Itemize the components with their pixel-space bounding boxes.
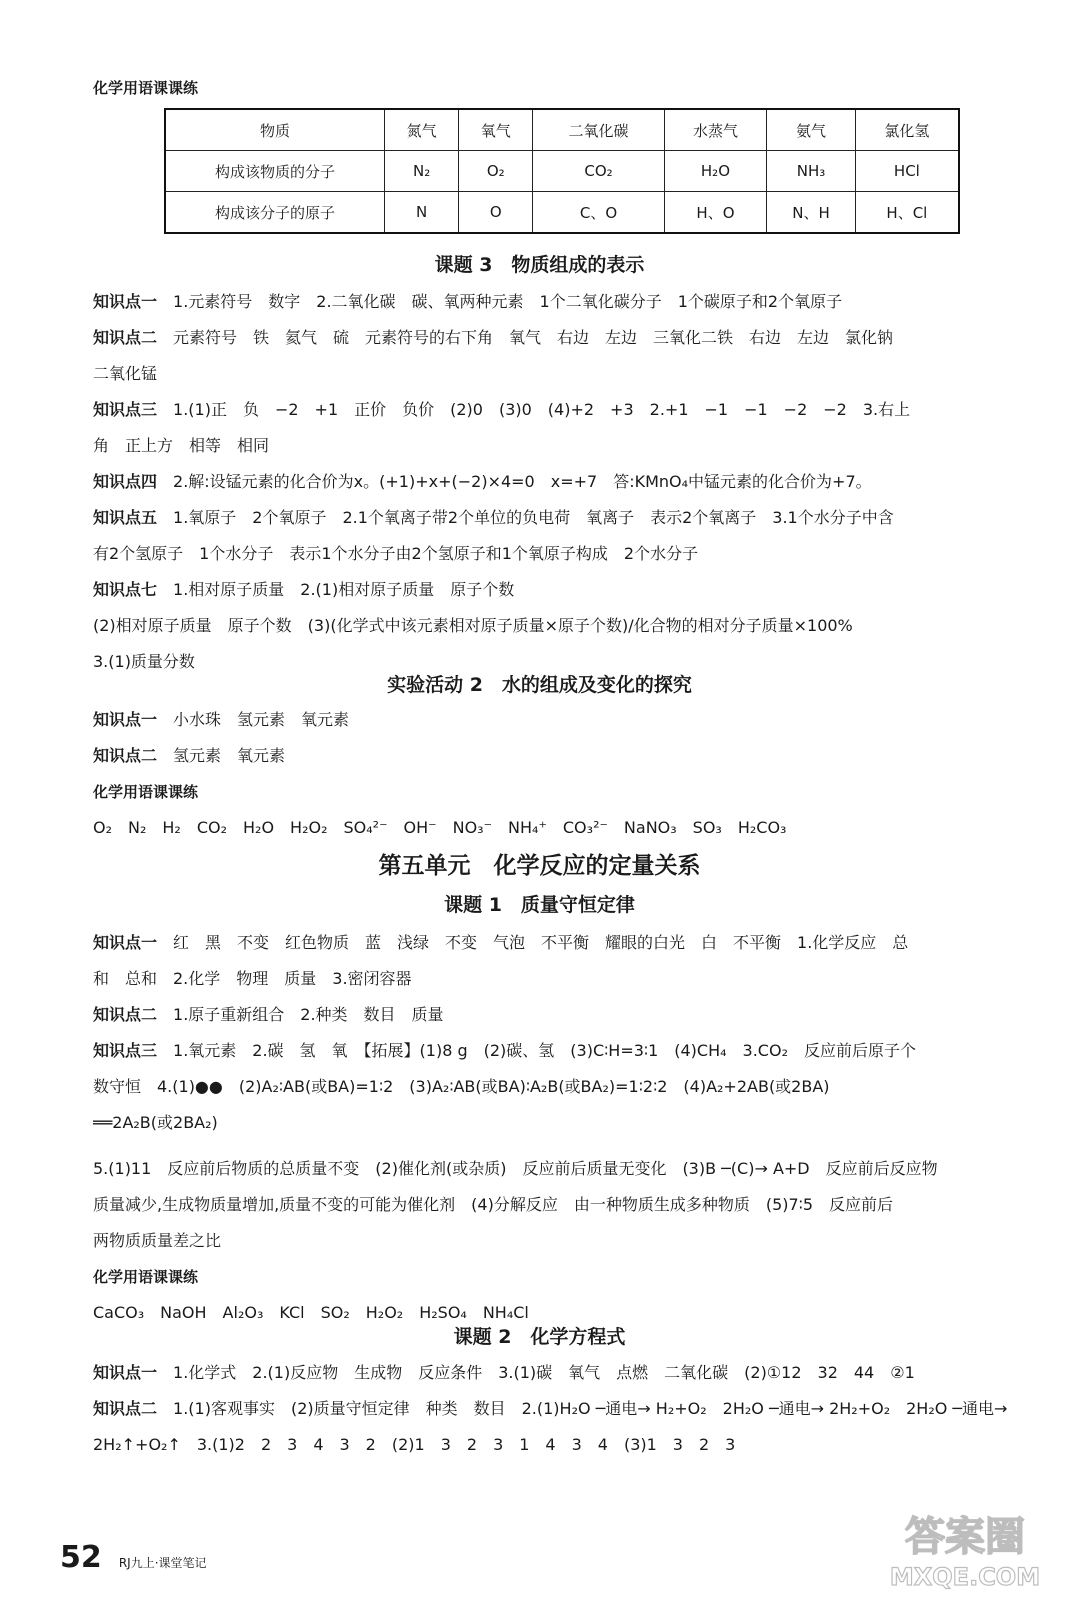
- section-chem-terms-1: 化学用语课课练: [93, 79, 199, 97]
- answer-line: [93, 284, 1034, 320]
- formula-list: CaCO₃ NaOH Al₂O₃ KCl SO₂ H₂O₂ H₂SO₄ NH₄Cl: [93, 1303, 529, 1322]
- answer-text: 二氧化锰: [93, 364, 158, 383]
- answer-line: [93, 1223, 1034, 1259]
- answer-line: [93, 392, 1034, 428]
- answer-text: 1.(1)客观事实 (2)质量守恒定律 种类 数目 2.(1)H₂O ─通电→ H₂+O₂ 2H₂O ─通电→ 2H₂+O₂ 2H₂O ─通电→: [173, 1399, 1008, 1418]
- table-cell: H、O: [664, 192, 767, 234]
- answer-text: 1.氧原子 2个氧原子 2.1个氧离子带2个单位的负电荷 氧离子 表示2个氧离子 3.1个水分子中含: [173, 508, 894, 527]
- section-chem-terms-2: 化学用语课课练: [93, 783, 199, 801]
- table-row: [165, 192, 959, 234]
- answer-text: 1.氧元素 2.碳 氢 氧 【拓展】(1)8 g (2)碳、氢 (3)C∶H=3∶1 (4)CH₄ 3.CO₂ 反应前后原子个: [173, 1041, 916, 1060]
- answer-text: 元素符号 铁 氦气 硫 元素符号的右下角 氧气 右边 左边 三氧化二铁 右边 左边 氯化钠: [173, 328, 894, 347]
- table-cell: NH₃: [767, 151, 855, 192]
- answer-text: ══2A₂B(或2BA₂): [93, 1113, 218, 1132]
- answer-text: 角 正上方 相等 相同: [93, 436, 270, 455]
- answer-line: [93, 961, 1034, 997]
- table-cell: HCl: [855, 151, 959, 192]
- exp2-title: 实验活动 2 水的组成及变化的探究: [387, 674, 692, 696]
- answer-text: 质量减少,生成物质量增加,质量不变的可能为催化剂 (4)分解反应 由一种物质生成多种物质 (5)7∶5 反应前后: [93, 1195, 894, 1214]
- answer-line: [93, 738, 1034, 774]
- knowledge-point-label: 知识点二: [93, 1005, 158, 1024]
- exp2-body: [93, 702, 1034, 846]
- table-cell: O₂: [459, 151, 533, 192]
- answer-line: [93, 356, 1034, 392]
- unit5-title: 第五单元 化学反应的定量关系: [378, 853, 701, 879]
- answer-text: 1.相对原子质量 2.(1)相对原子质量 原子个数: [173, 580, 515, 599]
- table-header-cell: 氮气: [385, 109, 459, 151]
- page-number: 52: [60, 1540, 102, 1575]
- page-footer: [60, 1540, 207, 1575]
- table-header-cell: 水蒸气: [664, 109, 767, 151]
- answer-line: [93, 702, 1034, 738]
- knowledge-point-label: 知识点二: [93, 746, 158, 765]
- answer-text: 小水珠 氢元素 氧元素: [173, 710, 350, 729]
- answer-text: 1.原子重新组合 2.种类 数目 质量: [173, 1005, 444, 1024]
- table-header-cell: 二氧化碳: [533, 109, 664, 151]
- knowledge-point-label: 知识点二: [93, 328, 158, 347]
- table-cell: N: [385, 192, 459, 234]
- answer-text: 两物质质量差之比: [93, 1231, 222, 1250]
- table-cell: H、Cl: [855, 192, 959, 234]
- table-cell: N₂: [385, 151, 459, 192]
- table-header-cell: 氧气: [459, 109, 533, 151]
- table-header-row: [165, 109, 959, 151]
- table-row: [165, 151, 959, 192]
- answer-text: 和 总和 2.化学 物理 质量 3.密闭容器: [93, 969, 412, 988]
- answer-text: 1.化学式 2.(1)反应物 生成物 反应条件 3.(1)碳 氧气 点燃 二氧化碳 (2)①12 32 44 ②1: [173, 1363, 915, 1382]
- answer-text: 1.(1)正 负 −2 +1 正价 负价 (2)0 (3)0 (4)+2 +3 2.+1 −1 −1 −2 −2 3.右上: [173, 400, 911, 419]
- unit5-lesson1-title: 课题 1 质量守恒定律: [444, 894, 635, 916]
- answer-line: [93, 608, 1034, 644]
- table-cell: O: [459, 192, 533, 234]
- answer-line: [93, 1355, 1034, 1391]
- knowledge-point-label: 知识点一: [93, 933, 158, 952]
- answer-line: [93, 320, 1034, 356]
- answer-text: 2.解:设锰元素的化合价为x。(+1)+x+(−2)×4=0 x=+7 答:KMnO₄中锰元素的化合价为+7。: [173, 472, 872, 491]
- answer-text: 数守恒 4.(1)●● (2)A₂∶AB(或BA)=1∶2 (3)A₂∶AB(或BA)∶A₂B(或BA₂)=1∶2∶2 (4)A₂+2AB(或2BA): [93, 1077, 830, 1096]
- unit5-lesson1-body: [93, 925, 1034, 1331]
- table-header-cell: 氯化氢: [855, 109, 959, 151]
- table-cell: 构成该物质的分子: [165, 151, 385, 192]
- knowledge-point-label: 知识点三: [93, 1041, 158, 1060]
- lesson3-title: 课题 3 物质组成的表示: [434, 254, 645, 276]
- answer-line: [93, 1151, 1034, 1187]
- answer-line: [93, 572, 1034, 608]
- answer-line: [93, 464, 1034, 500]
- watermark-text-2: MXQE.COM: [889, 1563, 1041, 1591]
- answer-line: [93, 997, 1034, 1033]
- section-chem-terms-3: 化学用语课课练: [93, 1268, 199, 1286]
- knowledge-point-label: 知识点四: [93, 472, 158, 491]
- answer-line: [93, 1105, 1034, 1141]
- knowledge-point-label: 知识点一: [93, 710, 158, 729]
- table-cell: CO₂: [533, 151, 664, 192]
- answer-line: [93, 925, 1034, 961]
- knowledge-point-label: 知识点七: [93, 580, 158, 599]
- unit5-lesson2-body: [93, 1355, 1034, 1463]
- knowledge-point-label: 知识点一: [93, 1363, 158, 1382]
- answer-text: (2)相对原子质量 原子个数 (3)(化学式中该元素相对原子质量×原子个数)/化合物的相对分子质量×100%: [93, 616, 853, 635]
- answer-text: 2H₂↑+O₂↑ 3.(1)2 2 3 4 3 2 (2)1 3 2 3 1 4 3 4 (3)1 3 2 3: [93, 1435, 736, 1454]
- answer-line: [93, 500, 1034, 536]
- answer-line: [93, 1033, 1034, 1069]
- book-name: RJ九上·课堂笔记: [118, 1556, 207, 1570]
- knowledge-point-label: 知识点一: [93, 292, 158, 311]
- knowledge-point-label: 知识点三: [93, 400, 158, 419]
- unit5-lesson2-title: 课题 2 化学方程式: [453, 1326, 626, 1348]
- table-header-cell: 氨气: [767, 109, 855, 151]
- answer-text: 红 黑 不变 红色物质 蓝 浅绿 不变 气泡 不平衡 耀眼的白光 白 不平衡 1.化学反应 总: [173, 933, 909, 952]
- table-cell: N、H: [767, 192, 855, 234]
- answer-line: [93, 1391, 1034, 1427]
- table-header-cell: 物质: [165, 109, 385, 151]
- knowledge-point-label: 知识点二: [93, 1399, 158, 1418]
- answer-line: [93, 428, 1034, 464]
- table-cell: 构成该分子的原子: [165, 192, 385, 234]
- answer-line: [93, 536, 1034, 572]
- table-cell: C、O: [533, 192, 664, 234]
- answer-text: 有2个氢原子 1个水分子 表示1个水分子由2个氢原子和1个氧原子构成 2个水分子: [93, 544, 699, 563]
- answer-line: [93, 1427, 1034, 1463]
- answer-text: 5.(1)11 反应前后物质的总质量不变 (2)催化剂(或杂质) 反应前后质量无变化 (3)B ─(C)→ A+D 反应前后反应物: [93, 1159, 938, 1178]
- answer-text: 3.(1)质量分数: [93, 652, 195, 671]
- formula-list: O₂ N₂ H₂ CO₂ H₂O H₂O₂ SO₄²⁻ OH⁻ NO₃⁻ NH₄⁺ CO₃²⁻ NaNO₃ SO₃ H₂CO₃: [93, 818, 787, 837]
- answer-text: 1.元素符号 数字 2.二氧化碳 碳、氧两种元素 1个二氧化碳分子 1个碳原子和2个氧原子: [173, 292, 843, 311]
- answer-line: [93, 1069, 1034, 1105]
- answer-line: [93, 1187, 1034, 1223]
- table-cell: H₂O: [664, 151, 767, 192]
- watermark-text-1: 答案圈: [905, 1514, 1025, 1560]
- answer-text: 氢元素 氧元素: [173, 746, 286, 765]
- molecule-table: [164, 108, 960, 234]
- watermark-logo: [865, 1505, 1065, 1595]
- lesson3-body: [93, 284, 1034, 680]
- knowledge-point-label: 知识点五: [93, 508, 158, 527]
